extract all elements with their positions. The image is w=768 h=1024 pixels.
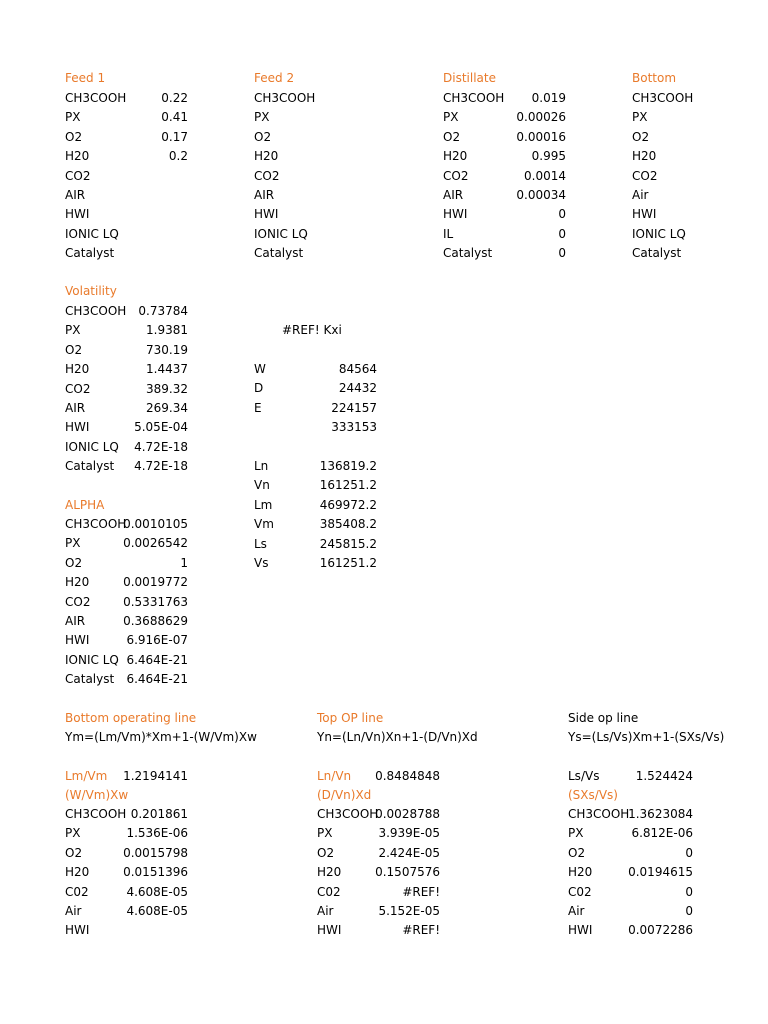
row-label: H20	[65, 362, 90, 377]
top-op-subtitle: (D/Vn)Xd	[317, 788, 372, 802]
table-row	[65, 147, 188, 166]
alpha-title: ALPHA	[65, 498, 105, 512]
row-label: CH3COOH	[317, 807, 379, 821]
row-label: HWI	[317, 923, 342, 938]
row-value: 4.72E-18	[134, 439, 188, 454]
row-label: CH3COOH	[65, 91, 127, 105]
side-op-subtitle: (SXs/Vs)	[568, 788, 618, 802]
table-row	[254, 89, 377, 108]
table-row	[632, 147, 755, 166]
row-value: 6.812E-06	[631, 826, 693, 841]
row-label: H20	[254, 149, 279, 164]
table-row	[65, 593, 188, 612]
table-row	[65, 573, 188, 592]
row-label: IL	[443, 226, 454, 241]
table-row	[317, 824, 440, 843]
row-label: CH3COOH	[443, 91, 505, 105]
row-value: 161251.2	[319, 556, 377, 570]
row-label: CH3COOH	[65, 807, 127, 821]
table-row	[65, 399, 188, 418]
table-row	[65, 128, 188, 147]
table-row	[65, 631, 188, 650]
row-value: 3.939E-05	[378, 826, 440, 841]
row-value: 5.152E-05	[378, 904, 440, 918]
row-label: Vm	[254, 517, 274, 532]
row-label: H20	[317, 865, 342, 880]
row-label: Air	[65, 904, 82, 918]
table-row	[568, 863, 693, 882]
row-label: PX	[65, 110, 81, 125]
table-row	[443, 244, 566, 263]
table-row	[65, 670, 188, 689]
row-label: CO2	[65, 168, 91, 183]
table-row	[443, 205, 566, 224]
table-row	[65, 902, 188, 921]
row-label: Air	[317, 904, 334, 918]
row-label: Catalyst	[65, 672, 115, 687]
feed1-title: Feed 1	[65, 71, 106, 85]
table-row	[65, 824, 188, 843]
row-label: IONIC LQ	[254, 226, 308, 241]
row-label: CH3COOH	[65, 517, 127, 531]
row-label: HWI	[632, 207, 657, 222]
row-value: 4.608E-05	[126, 884, 188, 899]
row-value: #REF!	[402, 923, 440, 938]
table-row	[568, 921, 693, 940]
row-label: HWI	[65, 420, 90, 435]
row-label: Ln	[254, 459, 269, 473]
table-row	[65, 515, 188, 534]
table-row	[254, 515, 377, 534]
row-label: C02	[568, 884, 592, 899]
row-value: 269.34	[146, 401, 188, 415]
row-label: Catalyst	[632, 246, 682, 261]
table-row	[65, 863, 188, 882]
row-label: PX	[254, 110, 270, 125]
table-row	[254, 244, 377, 263]
row-label: PX	[632, 110, 648, 125]
row-value: 6.464E-21	[126, 652, 188, 667]
table-row	[254, 225, 377, 244]
table-row	[65, 612, 188, 631]
row-label: HWI	[568, 923, 593, 938]
side-op-ratio-value: 1.524424	[635, 769, 693, 783]
table-row	[254, 554, 377, 573]
table-row	[317, 883, 440, 902]
row-label: C02	[317, 884, 341, 899]
row-label: H20	[632, 149, 657, 164]
row-label: D	[254, 381, 264, 396]
row-label: HWI	[443, 207, 468, 222]
row-value: 5.05E-04	[134, 420, 188, 435]
row-value: 730.19	[146, 342, 188, 357]
row-label: E	[254, 400, 262, 415]
row-value: 136819.2	[319, 459, 377, 473]
row-label: IONIC LQ	[632, 226, 686, 241]
table-row	[254, 147, 377, 166]
table-row	[65, 805, 188, 824]
table-row	[65, 651, 188, 670]
row-label: O2	[65, 845, 83, 860]
table-row	[65, 457, 188, 476]
row-label: O2	[65, 555, 83, 570]
top-op-title: Top OP line	[317, 711, 384, 725]
table-row	[632, 167, 755, 186]
row-value: 6.464E-21	[126, 672, 188, 687]
bottom-op-subtitle: (W/Vm)Xw	[65, 788, 129, 802]
row-value: 0.17	[161, 129, 188, 144]
bottom-op-ratio-value: 1.2194141	[123, 769, 188, 783]
row-label: H20	[568, 865, 593, 880]
table-row	[317, 902, 440, 921]
row-label: HWI	[65, 923, 90, 938]
row-value: 1	[180, 555, 188, 570]
row-label: H20	[65, 865, 90, 880]
table-row	[65, 380, 188, 399]
row-label: Lm	[254, 497, 273, 512]
row-label: CO2	[443, 168, 469, 183]
top-op-equation: Yn=(Ln/Vn)Xn+1-(D/Vn)Xd	[317, 730, 478, 744]
table-row	[317, 863, 440, 882]
row-label: Catalyst	[65, 246, 115, 261]
row-label: Ls	[254, 536, 267, 551]
row-label: O2	[65, 342, 83, 357]
row-label: Catalyst	[254, 246, 304, 261]
table-row	[254, 535, 377, 554]
row-value: 0.0151396	[123, 865, 188, 880]
row-value: 4.608E-05	[126, 904, 188, 918]
table-row	[317, 921, 440, 940]
table-row	[65, 534, 188, 553]
row-value: 0.0194615	[628, 865, 693, 880]
row-value: 0.0015798	[123, 845, 188, 860]
row-value: 0	[558, 207, 566, 222]
table-row	[632, 108, 755, 127]
table-row	[632, 186, 755, 205]
table-row	[254, 128, 377, 147]
row-label: O2	[443, 129, 461, 144]
table-row	[254, 379, 377, 398]
row-value: 84564	[338, 362, 377, 376]
row-value: 0.22	[161, 91, 188, 105]
table-row	[443, 89, 566, 108]
row-label: Air	[568, 904, 585, 918]
row-value: 0.995	[531, 149, 566, 164]
table-row	[632, 89, 755, 108]
bottom-title: Bottom	[632, 71, 677, 85]
table-row	[65, 321, 188, 340]
row-value: 333153	[331, 420, 377, 435]
table-row	[254, 418, 377, 437]
table-row	[568, 902, 693, 921]
table-row	[632, 128, 755, 147]
row-label: AIR	[443, 188, 464, 202]
table-row	[443, 186, 566, 205]
row-value: 0.00016	[516, 129, 566, 144]
table-row	[254, 496, 377, 515]
row-value: 0	[685, 884, 693, 899]
table-row	[632, 244, 755, 263]
row-value: 0	[558, 226, 566, 241]
distillate-title: Distillate	[443, 71, 496, 85]
row-value: 0.0028788	[375, 807, 440, 821]
table-row	[65, 360, 188, 379]
row-label: W	[254, 362, 266, 376]
table-row	[65, 302, 188, 321]
row-value: 0.0072286	[628, 923, 693, 938]
table-row	[632, 225, 755, 244]
row-value: 0.0026542	[123, 536, 188, 551]
side-op-ratio-label: Ls/Vs	[568, 769, 600, 783]
top-op-ratio-label: Ln/Vn	[317, 769, 352, 783]
row-label: AIR	[65, 401, 86, 415]
row-label: O2	[65, 129, 83, 144]
table-row	[65, 225, 188, 244]
table-row	[65, 844, 188, 863]
row-label: AIR	[254, 188, 275, 202]
row-label: IONIC LQ	[65, 652, 119, 667]
row-label: IONIC LQ	[65, 439, 119, 454]
table-row	[568, 805, 693, 824]
row-value: 1.4437	[146, 362, 188, 377]
row-value: 161251.2	[319, 478, 377, 493]
table-row	[443, 167, 566, 186]
row-value: 0.5331763	[123, 594, 188, 609]
table-row	[254, 108, 377, 127]
table-row	[443, 108, 566, 127]
row-label: CH3COOH	[632, 91, 694, 105]
table-row	[254, 186, 377, 205]
table-row	[568, 844, 693, 863]
table-row	[65, 341, 188, 360]
row-label: IONIC LQ	[65, 226, 119, 241]
row-label: Catalyst	[65, 459, 115, 474]
table-row	[65, 108, 188, 127]
row-label: CH3COOH	[254, 91, 316, 105]
table-row	[254, 205, 377, 224]
table-row	[65, 244, 188, 263]
row-value: 224157	[331, 400, 377, 415]
row-label: PX	[568, 826, 584, 841]
row-label: H20	[443, 149, 468, 164]
table-row	[568, 824, 693, 843]
row-label: O2	[568, 845, 586, 860]
table-row	[632, 205, 755, 224]
table-row	[65, 921, 188, 940]
side-op-title: Side op line	[568, 711, 639, 725]
row-label: CH3COOH	[568, 807, 630, 821]
table-row	[317, 805, 440, 824]
row-value: 469972.2	[319, 497, 377, 512]
row-label: PX	[443, 110, 459, 125]
row-value: 4.72E-18	[134, 459, 188, 474]
row-value: 0	[685, 904, 693, 918]
table-row	[65, 205, 188, 224]
table-row	[568, 883, 693, 902]
row-label: O2	[632, 129, 650, 144]
row-label: HWI	[65, 207, 90, 222]
row-value: #REF!	[402, 884, 440, 899]
row-value: 1.3623084	[628, 807, 693, 821]
row-value: 0.41	[161, 110, 188, 125]
row-label: Vs	[254, 556, 269, 570]
row-label: AIR	[65, 614, 86, 628]
table-row	[443, 128, 566, 147]
ref-kxi-label: #REF! Kxi	[282, 323, 342, 337]
row-value: 245815.2	[319, 536, 377, 551]
table-row	[65, 89, 188, 108]
row-label: C02	[65, 884, 89, 899]
table-row	[65, 418, 188, 437]
row-value: 0	[685, 845, 693, 860]
table-row	[254, 167, 377, 186]
row-value: 0	[558, 246, 566, 261]
row-value: 0.201861	[130, 807, 188, 821]
row-label: AIR	[65, 188, 86, 202]
row-label: O2	[254, 129, 272, 144]
table-row	[254, 399, 377, 418]
row-value: 0.73784	[138, 304, 188, 318]
row-value: 0.0019772	[123, 575, 188, 590]
row-label: H20	[65, 149, 90, 164]
row-label: PX	[65, 826, 81, 841]
row-label: PX	[65, 323, 81, 338]
row-value: 6.916E-07	[126, 633, 188, 648]
row-value: 2.424E-05	[378, 845, 440, 860]
row-label: Air	[632, 188, 649, 202]
row-label: CH3COOH	[65, 304, 127, 318]
row-label: PX	[317, 826, 333, 841]
row-value: 385408.2	[319, 517, 377, 532]
table-row	[254, 360, 377, 379]
table-row	[65, 186, 188, 205]
row-label: O2	[317, 845, 335, 860]
row-value: 0.1507576	[375, 865, 440, 880]
row-label: CO2	[65, 381, 91, 396]
row-value: 0.2	[168, 149, 188, 164]
table-row	[443, 225, 566, 244]
row-value: 0.00026	[516, 110, 566, 125]
bottom-op-ratio-label: Lm/Vm	[65, 769, 108, 783]
row-label: H20	[65, 575, 90, 590]
row-value: 1.536E-06	[126, 826, 188, 841]
row-value: 0.0014	[524, 168, 566, 183]
row-value: 0.00034	[516, 188, 566, 202]
volatility-title: Volatility	[65, 284, 117, 298]
bottom-op-equation: Ym=(Lm/Vm)*Xm+1-(W/Vm)Xw	[65, 730, 257, 744]
row-label: CO2	[65, 594, 91, 609]
table-row	[254, 476, 377, 495]
row-label: Vn	[254, 478, 270, 493]
row-label: CO2	[632, 168, 658, 183]
row-value: 0.3688629	[123, 614, 188, 628]
row-label: HWI	[65, 633, 90, 648]
table-row	[443, 147, 566, 166]
side-op-equation: Ys=(Ls/Vs)Xm+1-(SXs/Vs)	[568, 730, 725, 744]
row-label: Catalyst	[443, 246, 493, 261]
table-row	[317, 844, 440, 863]
table-row	[65, 167, 188, 186]
table-row	[65, 554, 188, 573]
feed2-title: Feed 2	[254, 71, 295, 85]
row-value: 0.0010105	[123, 517, 188, 531]
top-op-ratio-value: 0.8484848	[375, 769, 440, 783]
table-row	[254, 457, 377, 476]
row-label: CO2	[254, 168, 280, 183]
table-row	[65, 438, 188, 457]
row-value: 0.019	[531, 91, 566, 105]
row-value: 24432	[338, 381, 377, 396]
row-value: 389.32	[146, 381, 188, 396]
table-row	[65, 883, 188, 902]
row-label: HWI	[254, 207, 279, 222]
row-value: 1.9381	[146, 323, 188, 338]
bottom-op-title: Bottom operating line	[65, 711, 197, 725]
row-label: PX	[65, 536, 81, 551]
